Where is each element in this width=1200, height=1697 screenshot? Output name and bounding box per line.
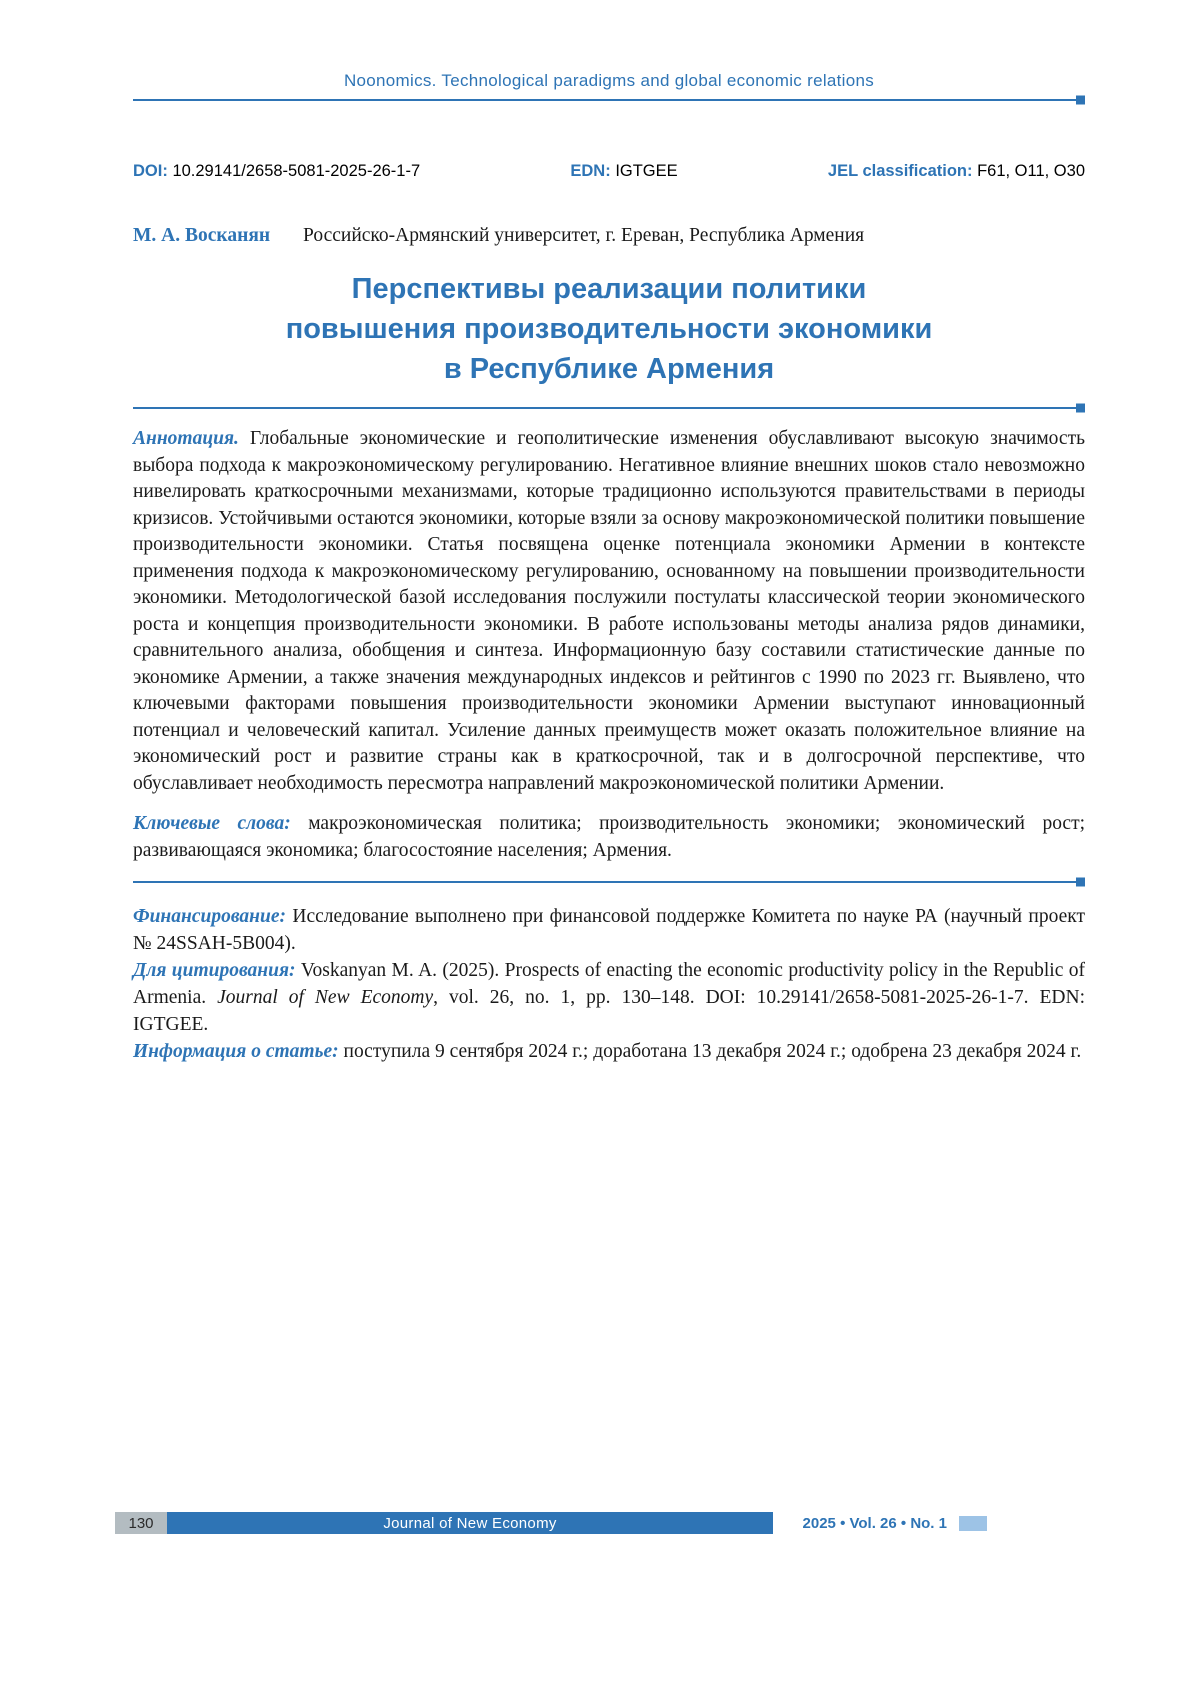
page-number: 130 xyxy=(115,1512,167,1534)
title-divider xyxy=(133,407,1085,409)
byline xyxy=(133,223,1085,249)
issue-info: 2025 • Vol. 26 • No. 1 xyxy=(802,1514,947,1532)
keywords-text: макроэкономическая политика; производительность экономики; экономический рост; развивающаяся экономика; благосостояние населения; Армения. xyxy=(133,813,1086,861)
title-line-2: повышения производительности экономики xyxy=(285,313,933,345)
header-divider xyxy=(133,99,1085,101)
doi-value: 10.29141/2658-5081-2025-26-1-7 xyxy=(172,162,421,180)
funding-text: Исследование выполнено при финансовой поддержке Комитета по науке РА (научный проект № 24SSAH-5B004). xyxy=(133,906,1086,954)
citation-journal-name: Journal of New Economy xyxy=(217,987,434,1008)
footer-accent-square xyxy=(959,1516,987,1531)
article-info-label: Информация о статье: xyxy=(133,1041,339,1062)
title-line-3: в Республике Армения xyxy=(443,353,775,385)
edn-value: IGTGEE xyxy=(615,162,678,180)
backmatter-divider xyxy=(133,881,1085,883)
citation-label: Для цитирования: xyxy=(133,960,296,981)
divider-square xyxy=(1076,404,1085,413)
edn-item xyxy=(570,161,677,181)
page-footer xyxy=(115,1512,987,1534)
doi-item xyxy=(133,161,420,181)
article-meta-row xyxy=(133,161,1085,181)
edn-label: EDN: xyxy=(570,162,611,180)
journal-name-bar: Journal of New Economy xyxy=(167,1512,773,1534)
abstract-label: Аннотация. xyxy=(133,428,239,449)
doi-label: DOI: xyxy=(133,162,168,180)
running-head: Noonomics. Technological paradigms and global economic relations xyxy=(343,71,875,90)
author-name: М. А. Восканян xyxy=(133,225,271,246)
article-info-text: поступила 9 сентября 2024 г.; доработана 13 декабря 2024 г.; одобрена 23 декабря 2024 г. xyxy=(343,1041,1082,1062)
citation-text-after: , vol. 26, no. 1, pp. 130–148. DOI: 10.29141/2658-5081-2025-26-1-7. EDN: IGTGEE. xyxy=(133,987,1086,1035)
divider-square xyxy=(1076,96,1085,105)
backmatter-block xyxy=(133,903,1085,1065)
page-content xyxy=(133,0,1085,1065)
keywords-paragraph xyxy=(133,811,1085,864)
abstract-paragraph xyxy=(133,426,1085,797)
abstract-text: Глобальные экономические и геополитические изменения обуславливают высокую значимость выбора подхода к макроэкономическому регулированию. Негативное влияние внешних шоков стало невозможно нивелировать краткосрочными механизмами, которые традиционно используются правительствами в периоды кризисов. Устойчивыми остаются экономики, которые взяли за основу макроэкономической политики повышение производительности экономики. Статья посвящена оценке потенциала экономики Армении в контексте применения подхода к макроэкономическому регулированию, основанному на повышении производительности экономики. Методологической базой исследования послужили постулаты классической теории экономического роста и концепция производительности экономики. В работе использованы методы анализа рядов динамики, сравнительного анализа, обобщения и синтеза. Информационную базу составили статистические данные по экономике Армении, а также значения международных индексов и рейтингов с 1990 по 2023 гг. Выявлено, что ключевыми факторами повышения производительности экономики Армении выступают инновационный потенциал и человеческий капитал. Усиление данных преимуществ может оказать положительное влияние на экономический рост и развитие страны как в краткосрочной, так и в долгосрочной перспективе, что обуславливает необходимость пересмотра направлений макроэкономической политики Армении. xyxy=(133,428,1085,794)
citation-paragraph xyxy=(133,957,1085,1038)
funding-paragraph xyxy=(133,903,1085,957)
divider-square xyxy=(1076,878,1085,887)
article-info-paragraph xyxy=(133,1038,1085,1065)
keywords-label: Ключевые слова: xyxy=(133,813,291,834)
title-line-1: Перспективы реализации политики xyxy=(351,273,867,305)
jel-item xyxy=(828,161,1085,181)
funding-label: Финансирование: xyxy=(133,906,286,927)
author-affiliation: Российско-Армянский университет, г. Ереван, Республика Армения xyxy=(302,225,865,246)
jel-label: JEL classification: xyxy=(827,162,973,180)
citation-text-before: Voskanyan M. A. (2025). Prospects of enacting the economic productivity policy in the Republic of Armenia. xyxy=(133,960,1085,1008)
jel-value: F61, O11, O30 xyxy=(977,162,1085,180)
article-title xyxy=(133,269,1085,389)
